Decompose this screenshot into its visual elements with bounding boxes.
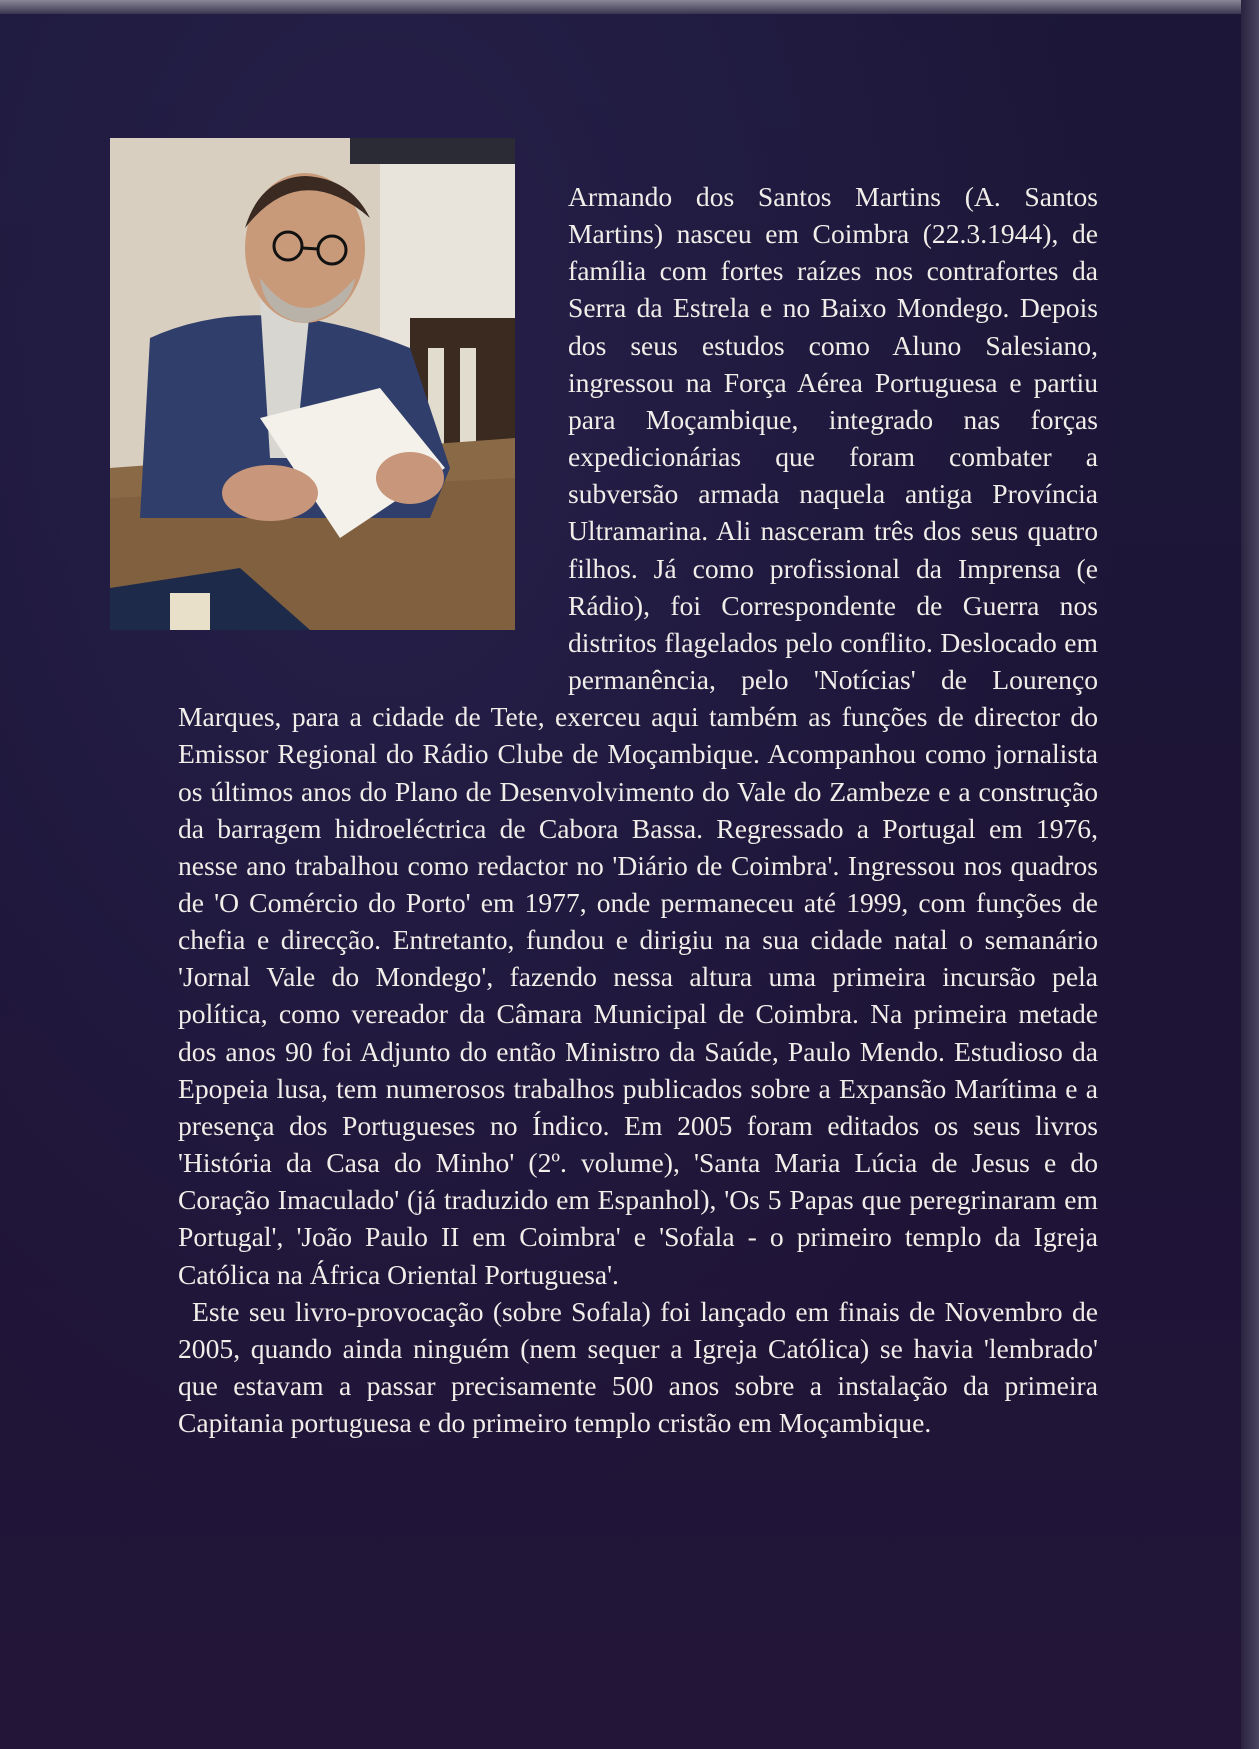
cover-right-edge [1241,0,1259,1749]
biography-paragraph: Este seu livro-provocação (sobre Sofala) foi lançado em finais de Novembro de 2005, quando ainda ninguém (nem sequer a Igreja Católica) se havia 'lembrado' que estavam a passar precisamente 500 anos sobre a instalação da primeira Capitania portuguesa e do primeiro templo cristão em Moçambique. [178,1295,1098,1439]
author-biography [178,178,1098,1441]
biography-paragraph: Armando dos Santos Martins (A. Santos Martins) nasceu em Coimbra (22.3.1944), de família com fortes raízes nos contrafortes da Serra da Estrela e no Baixo Mondego. Depois dos seus estudos como Aluno Salesiano, ingressou na Força Aérea Portuguesa e partiu para Moçambique, integrado nas forças expedicionárias que foram combater a subversão armada naquela antiga Província Ultramarina. Ali nasceram três dos seus quatro filhos. Já como profissional da Imprensa (e Rádio), foi Correspondente de Guerra nos distritos flagelados pelo conflito. Deslocado em permanência, pelo 'Notícias' de Lourenço Marques, para a cidade de Tete, exerceu aqui também as funções de director do Emissor Regional do Rádio Clube de Moçambique. Acompanhou como jornalista os últimos anos do Plano de Desenvolvimento do Vale do Zambeze e a construção da barragem hidroeléctrica de Cabora Bassa. Regressado a Portugal em 1976, nesse ano trabalhou como redactor no 'Diário de Coimbra'. Ingressou nos quadros de 'O Comércio do Porto' em 1977, onde permaneceu até 1999, com funções de chefia e direcção. Entretanto, fundou e dirigiu na sua cidade natal o semanário 'Jornal Vale do Mondego', fazendo nessa altura uma primeira incursão pela política, como vereador da Câmara Municipal de Coimbra. Na primeira metade dos anos 90 foi Adjunto do então Ministro da Saúde, Paulo Mendo. Estudioso da Epopeia lusa, tem numerosos trabalhos publicados sobre a Expansão Marítima e a presença dos Portugueses no Índico. Em 2005 foram editados os seus livros 'História da Casa do Minho' (2º. volume), 'Santa Maria Lúcia de Jesus e do Coração Imaculado' (já traduzido em Espanhol), 'Os 5 Papas que peregrinaram em Portugal', 'João Paulo II em Coimbra' e 'Sofala - o primeiro templo da Igreja Católica na África Oriental Portuguesa'. [178,181,1098,1290]
cover-top-edge [0,0,1259,14]
